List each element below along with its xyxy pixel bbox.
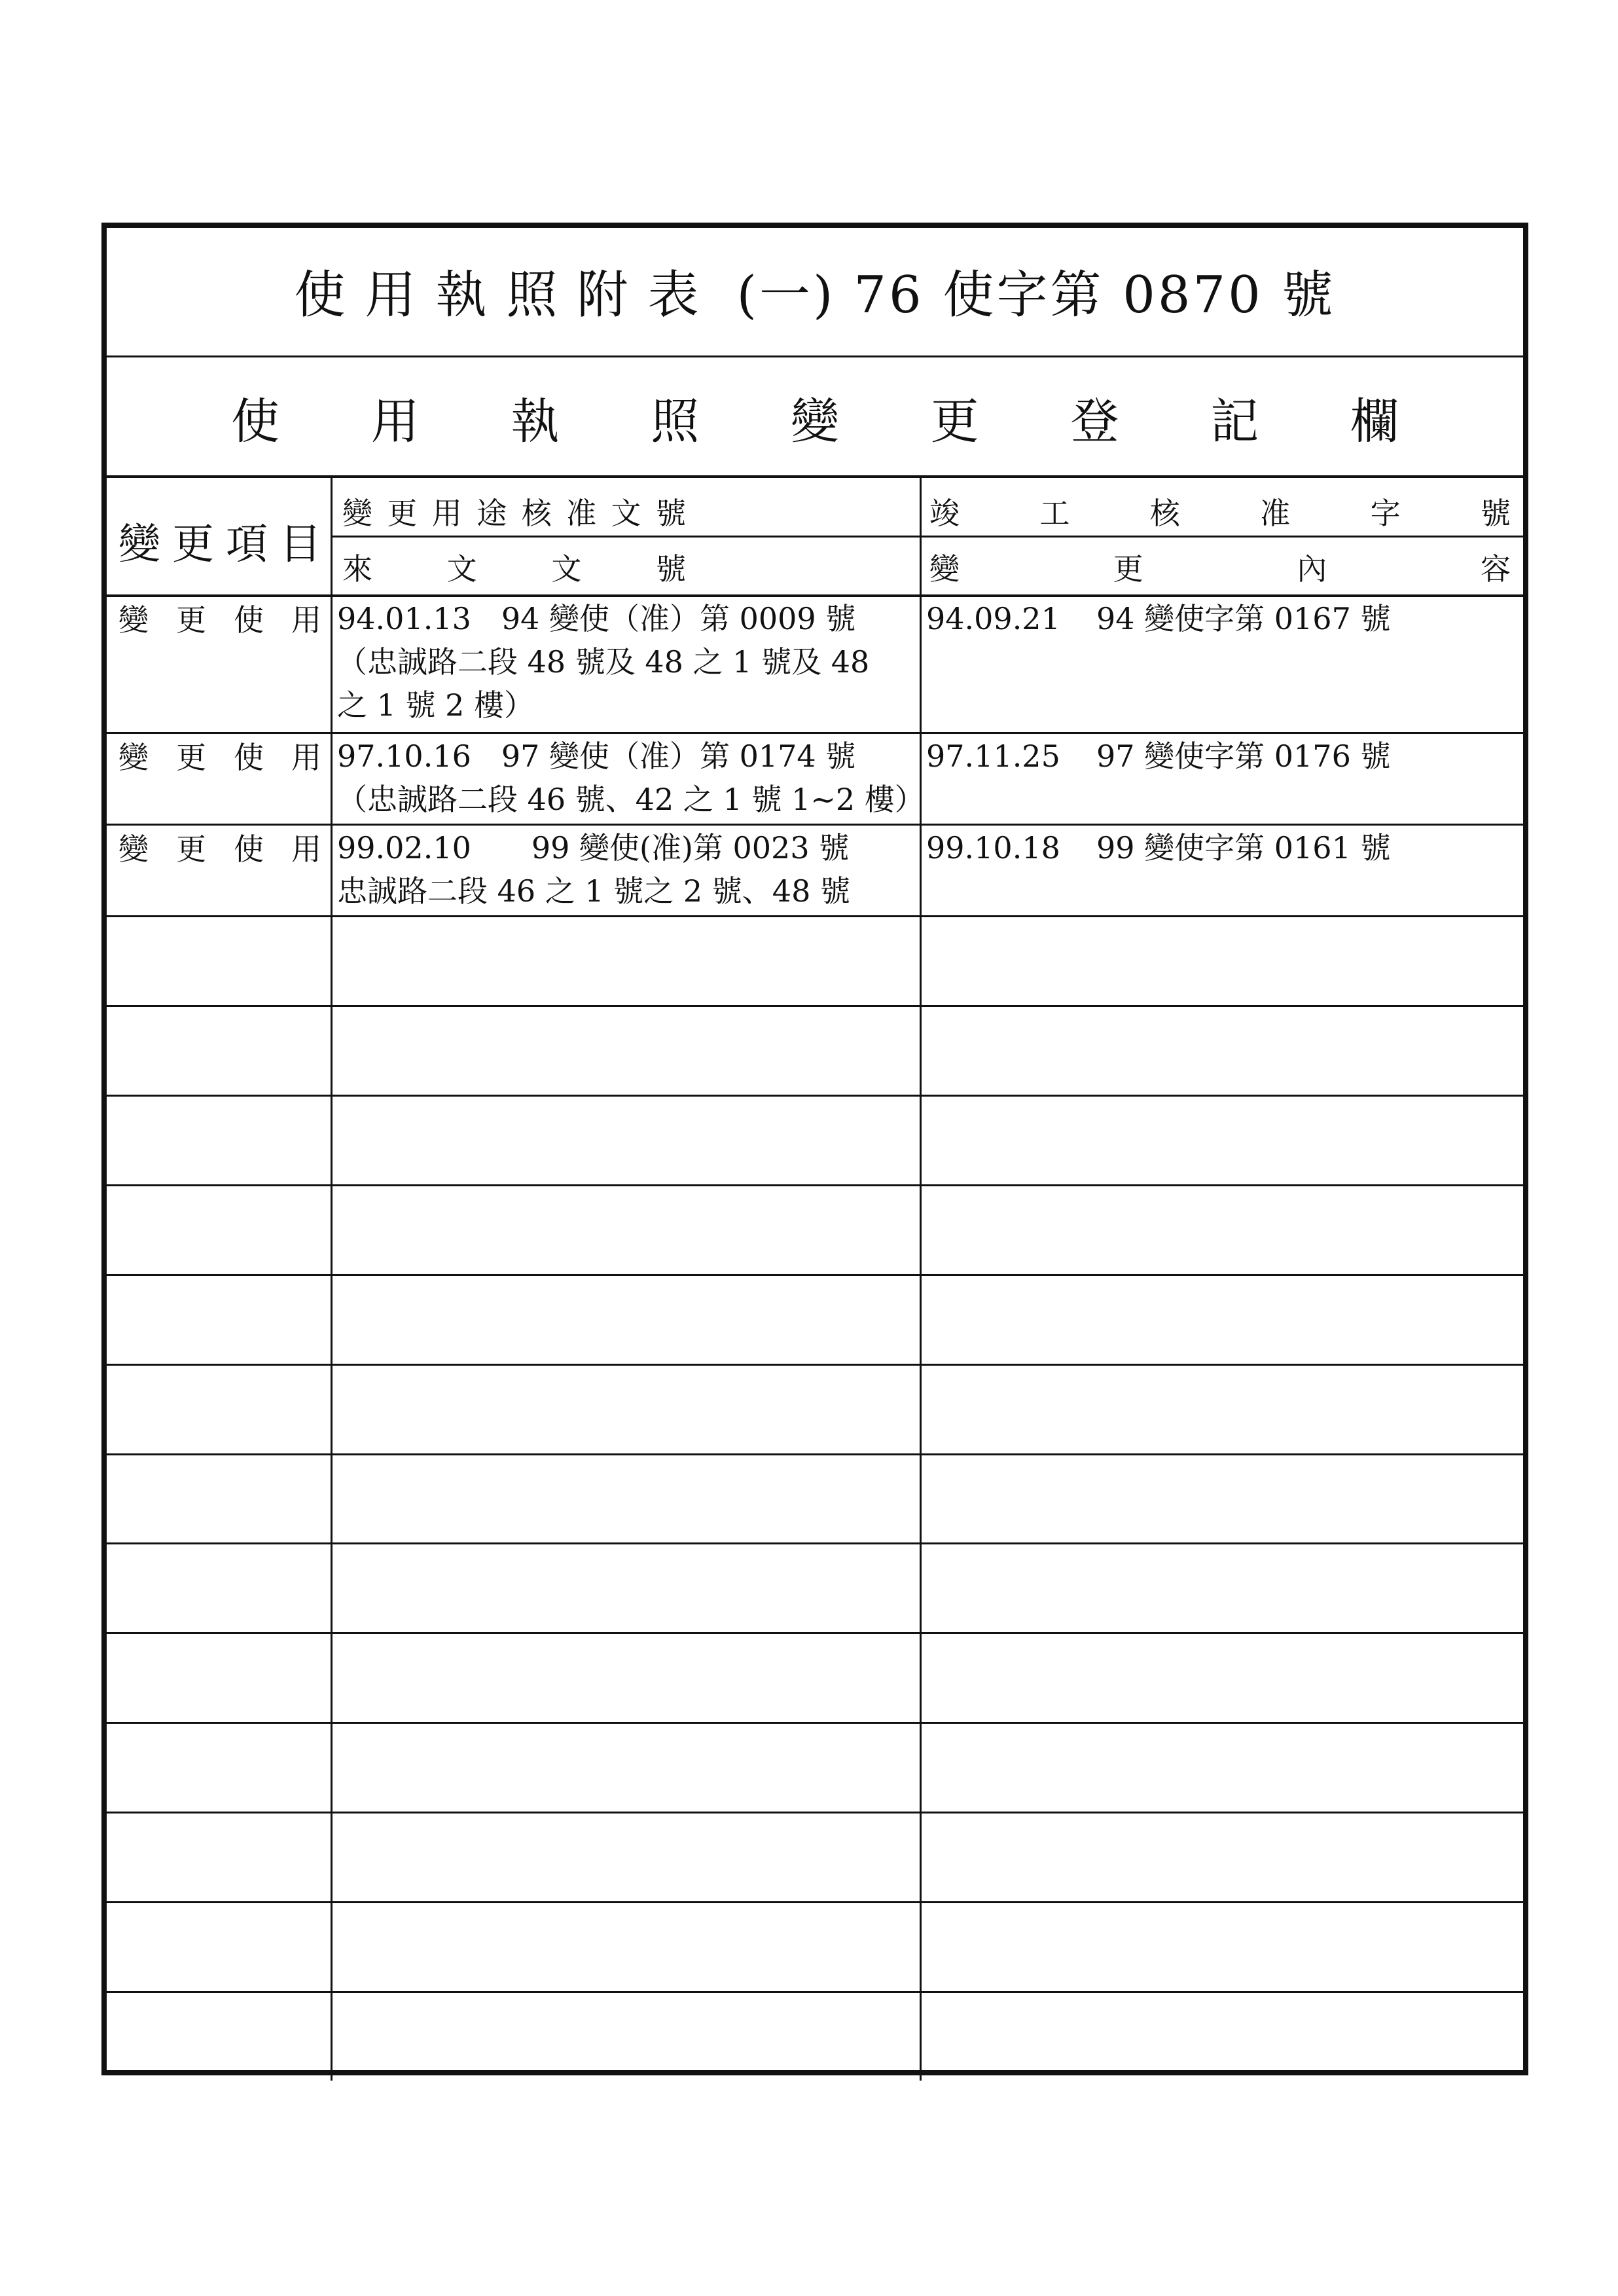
row-item-char: 用 — [291, 740, 321, 775]
header-col3-top-char: 工 — [1039, 496, 1070, 531]
approval-document-line: （忠誠路二段 46 號、42 之 1 號 1~2 樓） — [337, 782, 925, 817]
header-col2-bottom-char: 號 — [655, 551, 686, 587]
approval-document-line: 97.10.16 97 變使（准）第 0174 號 — [337, 738, 856, 774]
header-col3-bottom-char: 更 — [1113, 551, 1143, 587]
title-prefix — [294, 266, 718, 325]
row-divider — [107, 915, 1523, 917]
empty-row-divider — [107, 1812, 1523, 1813]
empty-row-divider — [107, 1274, 1523, 1276]
row-item-char: 變 — [118, 831, 149, 867]
header-col3-top-char: 核 — [1149, 496, 1180, 531]
subtitle-char: 更 — [930, 393, 979, 450]
header-col2-top-char: 途 — [476, 496, 507, 531]
header-item-char: 目 — [279, 520, 321, 569]
header-col2-bottom-char: 文 — [446, 551, 477, 587]
row-change-item — [118, 736, 321, 775]
header-item-char: 更 — [172, 520, 214, 569]
header-col2-top-char: 核 — [521, 496, 552, 531]
completion-date: 94.09.21 — [926, 601, 1060, 636]
empty-row-divider — [107, 1632, 1523, 1634]
header-col2-top-char: 用 — [431, 496, 462, 531]
register-subtitle — [231, 375, 1399, 460]
document-title — [107, 254, 1523, 327]
subtitle-char: 變 — [791, 393, 839, 450]
row-item-char: 使 — [234, 602, 264, 638]
completion-approval-number: 97 變使字第 0176 號 — [1096, 738, 1391, 774]
approval-document-line: 99.02.10 99 變使(准)第 0023 號 — [337, 830, 850, 866]
header-col2-bottom-char: 文 — [551, 551, 582, 587]
header-col3-top-char: 號 — [1480, 496, 1511, 531]
title-char: 使 — [294, 266, 348, 325]
header-col3-top-char: 竣 — [929, 496, 960, 531]
subtitle-char: 欄 — [1350, 393, 1399, 450]
header-incoming-document-number — [342, 541, 686, 593]
row-change-item — [118, 598, 321, 638]
title-paren: (一) — [736, 266, 836, 325]
title-char: 表 — [647, 266, 702, 325]
header-change-item — [118, 488, 321, 593]
row-item-char: 變 — [118, 602, 149, 638]
empty-row-divider — [107, 1453, 1523, 1455]
header-col2-top-char: 文 — [611, 496, 641, 531]
header-col2-top-char: 准 — [566, 496, 597, 531]
header-col3-bottom-char: 變 — [929, 551, 960, 587]
empty-row-divider — [107, 1991, 1523, 1993]
empty-row-divider — [107, 1095, 1523, 1097]
empty-row-divider — [107, 1901, 1523, 1903]
subtitle-char: 記 — [1210, 393, 1259, 450]
completion-approval-number: 99 變使字第 0161 號 — [1096, 830, 1391, 866]
header-approval-number — [342, 485, 686, 538]
subtitle-char: 執 — [511, 393, 560, 450]
title-char: 執 — [435, 266, 490, 325]
header-col2-top-char: 更 — [387, 496, 418, 531]
row-item-char: 更 — [176, 831, 206, 867]
column-divider — [920, 475, 922, 2081]
header-col3-bottom-char: 內 — [1297, 551, 1327, 587]
header-col2-top-char: 號 — [655, 496, 686, 531]
row-item-char: 更 — [176, 740, 206, 775]
usage-permit-change-register — [101, 223, 1528, 2075]
subtitle-char: 使 — [231, 393, 279, 450]
row-item-char: 變 — [118, 740, 149, 775]
approval-document-line: 之 1 號 2 樓） — [337, 687, 535, 723]
header-col2-bottom-char: 來 — [342, 551, 372, 587]
subtitle-char: 登 — [1070, 393, 1119, 450]
header-item-char: 項 — [226, 520, 268, 569]
column-divider — [331, 475, 333, 2081]
header-change-content — [929, 541, 1511, 593]
subtitle-char: 用 — [370, 393, 420, 450]
title-char: 照 — [506, 266, 560, 325]
row-item-char: 用 — [291, 831, 321, 867]
row-item-char: 更 — [176, 602, 206, 638]
approval-document-line: （忠誠路二段 48 號及 48 之 1 號及 48 — [337, 644, 870, 680]
empty-row-divider — [107, 1722, 1523, 1724]
title-char: 用 — [365, 266, 419, 325]
row-change-item — [118, 828, 321, 867]
title-char: 附 — [577, 266, 631, 325]
row-item-char: 使 — [234, 740, 264, 775]
header-item-char: 變 — [118, 520, 160, 569]
completion-approval-number: 94 變使字第 0167 號 — [1096, 601, 1391, 636]
approval-document-line: 忠誠路二段 46 之 1 號之 2 號、48 號 — [337, 873, 850, 909]
header-col3-top-char: 字 — [1370, 496, 1401, 531]
header-col3-bottom-char: 容 — [1480, 551, 1511, 587]
empty-row-divider — [107, 1364, 1523, 1366]
empty-row-divider — [107, 1184, 1523, 1186]
completion-date: 97.11.25 — [926, 738, 1060, 774]
subtitle-char: 照 — [651, 393, 700, 450]
header-completion-approval-number — [929, 485, 1511, 538]
completion-date: 99.10.18 — [926, 830, 1060, 866]
header-col2-top-char: 變 — [342, 496, 372, 531]
header-col3-top-char: 准 — [1260, 496, 1291, 531]
empty-row-divider — [107, 1542, 1523, 1544]
empty-row-divider — [107, 1005, 1523, 1007]
row-item-char: 使 — [234, 831, 264, 867]
row-item-char: 用 — [291, 602, 321, 638]
title-permit-number: 76 使字第 0870 號 — [854, 266, 1336, 325]
approval-document-line: 94.01.13 94 變使（准）第 0009 號 — [337, 601, 856, 636]
